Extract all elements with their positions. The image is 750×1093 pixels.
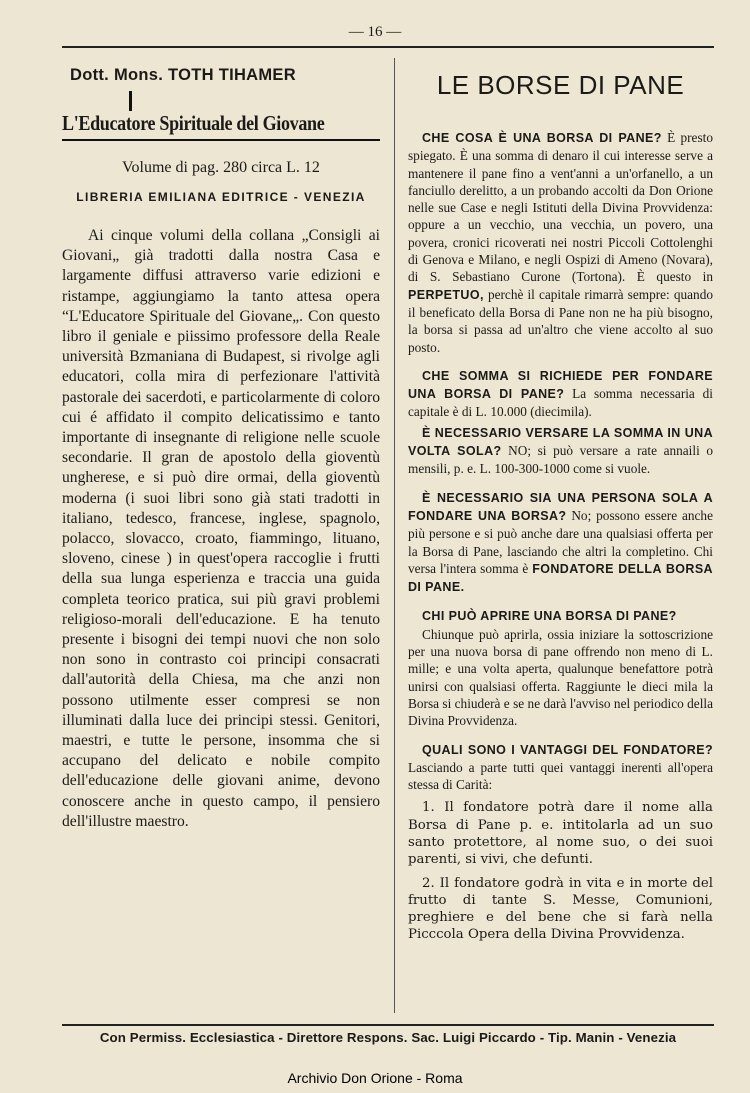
left-column xyxy=(62,66,380,848)
faq-answer: Lasciando a parte tutti quei vantaggi inerenti all'opera stessa di Carità: xyxy=(408,759,713,793)
faq-item xyxy=(408,741,713,794)
faq-answer: perchè il capitale rimarrà sempre: quando il beneficato della Borsa di Pane non ne ha più bisogno, la borsa si passa ad un'altro che viene accolto al suo posto. xyxy=(408,286,713,355)
page-number: — 16 — xyxy=(348,24,402,40)
title-separator-bar xyxy=(129,91,132,111)
faq-item xyxy=(408,607,713,729)
faq-answer-emphasis: FONDATORE DELLA BORSA DI PANE. xyxy=(408,561,713,595)
bottom-rule xyxy=(62,1024,714,1026)
top-rule xyxy=(62,46,714,48)
list-item: 1. Il fondatore potrà dare il nome alla Borsa di Pane p. e. intitolarla ad un suo santo protettore, al nome suo, o dei suoi parenti, si vivi, che defunti. xyxy=(408,800,713,868)
faq-answer-emphasis: PERPETUO, xyxy=(408,287,484,302)
faq-answer: NO; si può versare a rate annaili o mensili, p. e. L. 100-300-1000 come si vuole. xyxy=(408,443,713,477)
publication-footer: Con Permiss. Ecclesiastica - Direttore Respons. Sac. Luigi Piccardo - Tip. Manin - Venezia xyxy=(99,1030,677,1045)
title-underline xyxy=(62,139,380,141)
faq-question: CHE SOMMA SI RICHIEDE PER FONDARE UNA BORSA DI PANE? xyxy=(408,368,713,402)
book-title: L'Educatore Spirituale del Giovane xyxy=(62,111,325,135)
archive-watermark: Archivio Don Orione - Roma xyxy=(287,1070,463,1086)
right-column xyxy=(408,66,713,944)
faq-answer: La somma necessaria di capitale è di L. 10.000 (diecimila). xyxy=(408,386,713,420)
book-publisher: LIBRERIA EMILIANA EDITRICE - VENEZIA xyxy=(76,190,366,204)
faq-answer: Chiunque può aprirla, ossia iniziare la sottoscrizione per una nuova borsa di pane offrendo non meno di L. mille; e una volta aperta, qualunque benefattore potrà unirsi con qualsiasi offerta. Raggiunte le dieci mila la Borsa si chiuderà e se ne darà l'avviso nel periodico della Divina Provvidenza. xyxy=(408,626,713,729)
faq-item xyxy=(408,129,713,356)
faq-answer: È presto spiegato. È una somma di denaro il cui interesse serve a mantenere il pane fino a vent'anni a un'orfanello, a un fanciullo derelitto, a un probando accolti da Don Orione nelle sue Case e negli Istituti della Divina Provvidenza: oppure a un vecchio, una vecchia, un povero, una povera, cronici ricoverati nei nostri Piccoli Cottolenghi di Genova e Milano, e negli Ospizi di Ameno (Novara), di S. Sebastiano Curone (Tortona). È questo in xyxy=(408,130,713,285)
list-item: 2. Il fondatore godrà in vita e in morte del frutto di tante S. Messe, Comunioni, preghiere e del bene che si farà nella Picccola Opera della Divina Provvidenza. xyxy=(408,875,713,943)
faq-question: CHE COSA È UNA BORSA DI PANE? xyxy=(422,131,662,145)
faq-question: È NECESSARIO VERSARE LA SOMMA IN UNA VOLTA SOLA? xyxy=(408,425,713,459)
faq-question: QUALI SONO I VANTAGGI DEL FONDATORE? xyxy=(422,742,713,757)
faq-question: CHI PUÒ APRIRE UNA BORSA DI PANE? xyxy=(422,609,677,624)
faq-item xyxy=(408,424,713,478)
book-author: Dott. Mons. TOTH TIHAMER xyxy=(70,66,296,84)
column-divider xyxy=(394,58,395,1013)
article-headline: LE BORSE DI PANE xyxy=(436,70,685,100)
faq-question: È NECESSARIO SIA UNA PERSONA SOLA A FONDARE UNA BORSA? xyxy=(408,490,713,523)
founder-benefits-list xyxy=(408,799,713,943)
book-volume-info: Volume di pag. 280 circa L. 12 xyxy=(122,159,320,176)
faq-item xyxy=(408,489,713,597)
book-review-text: Ai cinque volumi della collana „Consigli ai Giovani„ già tradotti dalla nostra Casa e largamente diffusi attraverso varie edizioni e ristampe, aggiungiamo la tanto attesa opera “L'Educatore Spirituale del Giovane„. Con questo libro il geniale e piissimo professore della Reale università Bzmaniana di Budapest, si rivolge agli educatori, colla mira di perfezionare l'attività pastorale dei sacerdoti, e particolarmente di coloro cui é affidato il compito delicatissimo e tanto importante di insegnante di religione nelle scuole secondarie. Il gran de apostolo della gioventù ungherese, e si può dire ormai, della gioventù moderna (i suoi libri sono già stati tradotti in italiano, tedesco, francese, inglese, spagnolo, polacco, slovacco, croato, fiammingo, lituano, sloveno, cinese ) in quest'opera raccoglie i frutti della sua lunga esperienza e traccia una guida completa teorico pratica, sui più gravi problemi religioso-morali dell'educazione. E ha tenuto presente i bisogni dei tempi nuovi che non solo non sono in contrasto coi principi consacrati dall'autorità della Chiesa, ma che anzi non possono utilmente esser compresi se non illuminati dalla luce dei principi stessi. Genitori, maestri, e tutte le persone, insomma che si accupano del delicato e nobile compito dell'educazione delle giovani anime, devono conoscere anche in questo campo, il pensiero dell'illustre maestro. xyxy=(62,227,380,830)
faq-item xyxy=(408,367,713,421)
faq-answer: No; possono essere anche più persone e si può anche dare una qualsiasi offerta per la Borsa di Pane, lasciando che altri la completino. Chi versa l'intera somma è xyxy=(408,507,713,576)
